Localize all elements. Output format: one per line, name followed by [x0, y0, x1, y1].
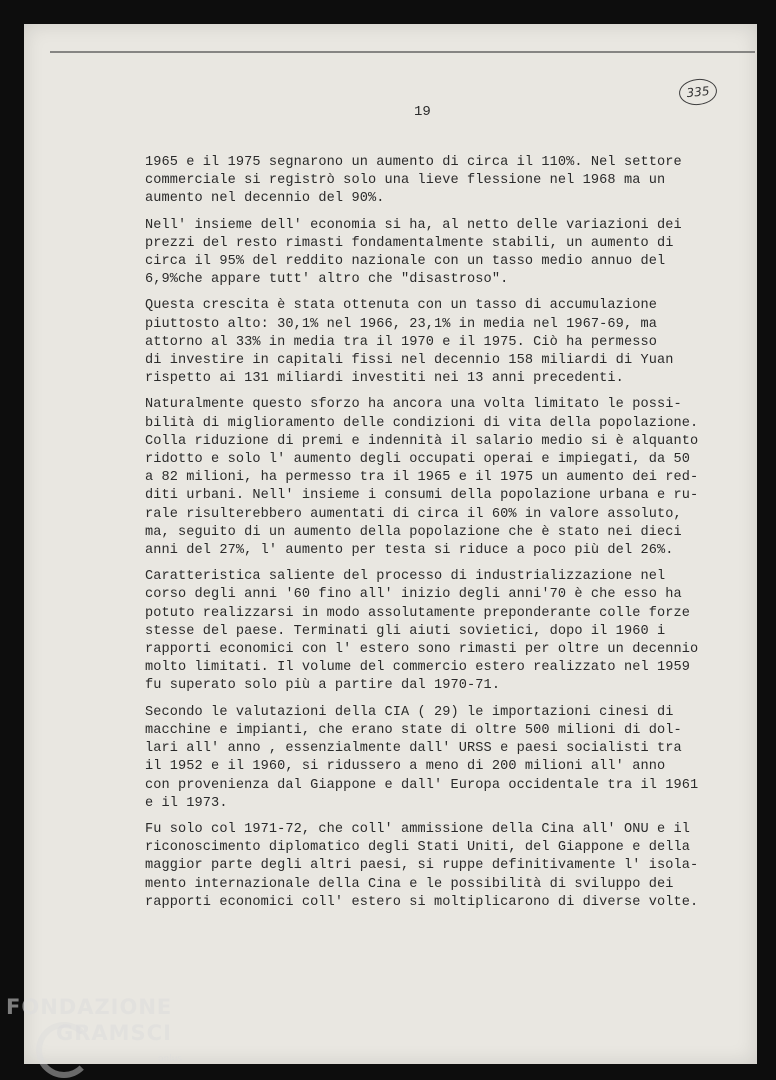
watermark-line1: FONDAZIONE: [6, 995, 173, 1019]
paragraph-7: Fu solo col 1971-72, che coll' ammissione della Cina all' ONU e il riconoscimento diplomatico degli Stati Uniti, del Giappone e della maggior parte degli altri paesi, si ruppe definitivamente l' isola- mento internazionale della Cina e le possibilità di sviluppo dei rapporti economici coll' estero si moltiplicarono di diverse volte.: [145, 821, 699, 910]
paragraph-4: Naturalmente questo sforzo ha ancora una volta limitato le possi- bilità di miglioramento delle condizioni di vita della popolazione. Colla riduzione di premi e indennità il salario medio si è alquanto ridotto e solo l' aumento degli occupati operai e impiegati, da 50 a 82 milioni, ha permesso tra il 1965 e il 1975 un aumento dei red- diti urbani. Nell' insieme i consumi della popolazione urbana e ru- rale risulterebbero aumentati di circa il 60% in valore assoluto, ma, seguito di un aumento della popolazione che è stato nei dieci anni del 27%, l' aumento per testa si riduce a poco più del 26%.: [145, 397, 699, 559]
body-text: [145, 154, 755, 920]
paragraph-5: Caratteristica saliente del processo di industrializzazione nel corso degli anni '60 fino all' inizio degli anni'70 è che esso ha potuto realizzarsi in modo assolutamente preponderante colle forze stesse del paese. Terminati gli aiuti sovietici, dopo il 1960 i rapporti economici con l' estero sono rimasti per oltre un decennio molto limitati. Il volume del commercio estero realizzato nel 1959 fu superato solo più a partire dal 1970-71.: [145, 569, 699, 694]
watermark-suffix: onlus: [158, 1054, 183, 1064]
archive-stamp: 335: [678, 77, 719, 107]
document-page: [24, 24, 757, 1064]
paragraph-3: Questa crescita è stata ottenuta con un tasso di accumulazione piuttosto alto: 30,1% nel 1966, 23,1% in media nel 1967-69, ma attorno al 33% in media tra il 1970 e il 1975. Ciò ha permesso di investire in capitali fissi nel decennio 158 miliardi di Yuan rispetto ai 131 miliardi investiti nei 13 anni precedenti.: [145, 298, 674, 387]
page-top-rule: [50, 51, 755, 53]
paragraph-2: Nell' insieme dell' economia si ha, al netto delle variazioni dei prezzi del resto rimasti fondamentalmente stabili, un aumento di circa il 95% del reddito nazionale con un tasso medio annuo del 6,9%che appare tutt' altro che "disastroso".: [145, 217, 682, 288]
paragraph-1: 1965 e il 1975 segnarono un aumento di circa il 110%. Nel settore commerciale si registrò solo una lieve flessione nel 1968 ma un aumento nel decennio del 90%.: [145, 155, 682, 207]
watermark-logo: [6, 994, 183, 1064]
paragraph-6: Secondo le valutazioni della CIA ( 29) le importazioni cinesi di macchine e impianti, che erano state di oltre 500 milioni di dol- lari all' anno , essenzialmente dall' URSS e paesi socialisti tra il 1952 e il 1960, si ridussero a meno di 200 milioni all' anno con provenienza dal Giappone e dall' Europa occidentale tra il 1961 e il 1973.: [145, 704, 699, 811]
watermark-line2: GRAMSCI: [56, 1021, 172, 1045]
page-number: 19: [414, 104, 431, 120]
watermark-ring-icon: [36, 1022, 92, 1078]
